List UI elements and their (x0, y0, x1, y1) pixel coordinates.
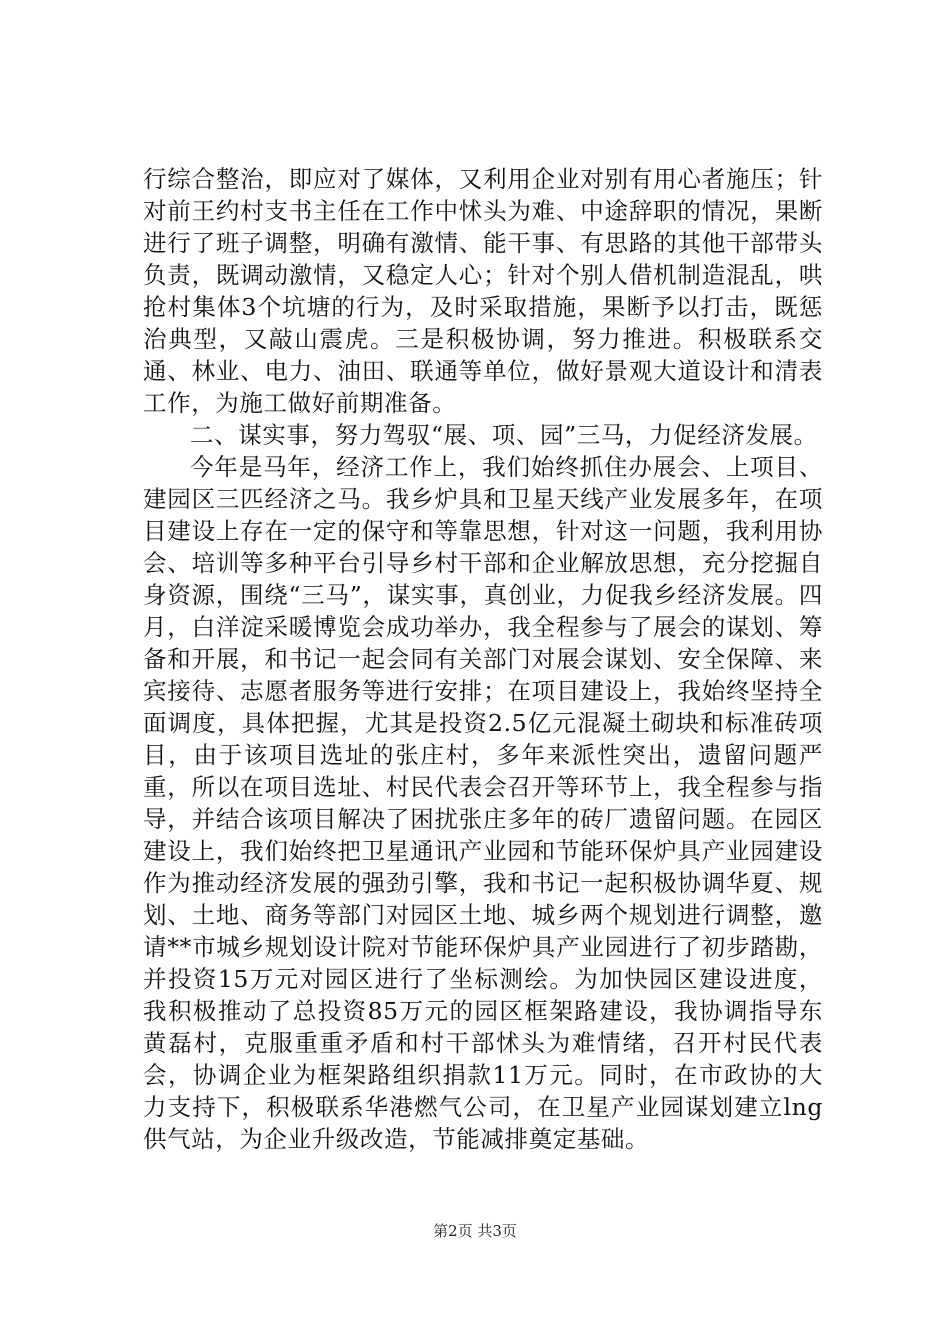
document-body (143, 163, 823, 1155)
section-heading-paragraph: 二、谋实事，努力驾驭“展、项、园”三马，力促经济发展。 (190, 421, 818, 449)
page-number-footer: 第2页 共3页 (433, 1222, 517, 1240)
paragraph-continuation: 行综合整治，即应对了媒体，又利用企业对别有用心者施压；针对前王约村支书主任在工作中怵头为难、中途辞职的情况，果断进行了班子调整，明确有激情、能干事、有思路的其他干部带头负责，既调动激情，又稳定人心；针对个别人借机制造混乱，哄抢村集体3个坑塘的行为，及时采取措施，果断予以打击，既惩治典型，又敲山震虎。三是积极协调，努力推进。积极联系交通、林业、电力、油田、联通等单位，做好景观大道设计和清表工作，为施工做好前期准备。 (143, 165, 823, 417)
paragraph-economic-work: 今年是马年，经济工作上，我们始终抓住办展会、上项目、建园区三匹经济之马。我乡炉具和卫星天线产业发展多年，在项目建设上存在一定的保守和等靠思想，针对这一问题，我利用协会、培训等多种平台引导乡村干部和企业解放思想，充分挖掘自身资源，围绕“三马”，谋实事，真创业，力促我乡经济发展。四月，白洋淀采暖博览会成功举办，我全程参与了展会的谋划、筹备和开展，和书记一起会同有关部门对展会谋划、安全保障、来宾接待、志愿者服务等进行安排；在项目建设上，我始终坚持全面调度，具体把握，尤其是投资2.5亿元混凝土砌块和标准砖项目，由于该项目选址的张庄村，多年来派性突出，遗留问题严重，所以在项目选址、村民代表会召开等环节上，我全程参与指导，并结合该项目解决了困扰张庄多年的砖厂遗留问题。在园区建设上，我们始终把卫星通讯产业园和节能环保炉具产业园建设作为推动经济发展的强劲引擎，我和书记一起积极协调华夏、规划、土地、商务等部门对园区土地、城乡两个规划进行调整，邀请**市城乡规划设计院对节能环保炉具产业园进行了初步踏勘，并投资15万元对园区进行了坐标测绘。为加快园区建设进度，我积极推动了总投资85万元的园区框架路建设，我协调指导东黄磊村，克服重重矛盾和村干部怵头为难情绪，召开村民代表会，协调企业为框架路组织捐款11万元。同时，在市政协的大力支持下，积极联系华港燃气公司，在卫星产业园谋划建立lng供气站，为企业升级改造，节能减排奠定基础。 (143, 453, 823, 1153)
